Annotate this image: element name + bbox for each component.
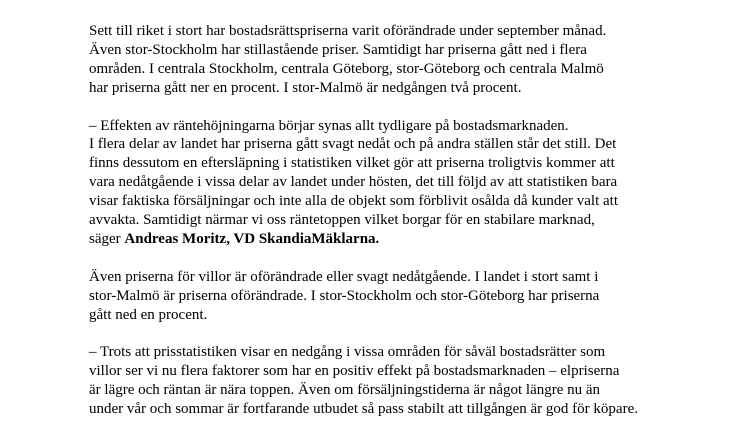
paragraph-2-quote bbox=[89, 117, 729, 249]
attribution-prefix: säger bbox=[89, 230, 125, 247]
speaker-name: Andreas Moritz, VD SkandiaMäklarna. bbox=[124, 230, 380, 247]
text-line: visar faktiska försäljningar och inte alla de objekt som förblivit osålda då kunder valt att bbox=[89, 193, 619, 210]
text-line: vara nedåtgående i vissa delar av landet under hösten, det till följd av att statistiken bara bbox=[89, 174, 618, 191]
text-line: Sett till riket i stort har bostadsrättspriserna varit oförändrade under september månad. bbox=[89, 23, 607, 39]
text-line: Även stor-Stockholm har stillastående priser. Samtidigt har priserna gått ned i flera bbox=[89, 41, 587, 58]
text-line: har priserna gått ner en procent. I stor-Malmö är nedgången två procent. bbox=[89, 79, 522, 96]
text-line: – Effekten av räntehöjningarna börjar synas allt tydligare på bostadsmarknaden. bbox=[89, 117, 569, 134]
text-line: under vår och sommar är fortfarande utbudet så pass stabilt att tillgången är god för köpare. bbox=[89, 401, 638, 418]
text-line: gått ned en procent. bbox=[89, 306, 208, 323]
text-line: finns dessutom en eftersläpning i statistiken vilket gör att priserna troligtvis kommer att bbox=[89, 155, 615, 172]
text-line: villor ser vi nu flera faktorer som har en positiv effekt på bostadsmarknaden – elpriserna bbox=[89, 363, 620, 380]
text-line: avvakta. Samtidigt närmar vi oss räntetoppen vilket borgar för en stabilare marknad, bbox=[89, 212, 595, 229]
text-line: Även priserna för villor är oförändrade eller svagt nedåtgående. I landet i stort samt i bbox=[89, 268, 599, 285]
text-line: I flera delar av landet har priserna gått svagt nedåt och på andra ställen står det still. Det bbox=[89, 136, 617, 153]
text-line: områden. I centrala Stockholm, centrala Göteborg, stor-Göteborg och centrala Malmö bbox=[89, 60, 604, 77]
text-line: – Trots att prisstatistiken visar en nedgång i vissa områden för såväl bostadsrätter som bbox=[89, 344, 606, 361]
text-line: är lägre och räntan är nära toppen. Även om försäljningstiderna är något längre nu än bbox=[89, 382, 601, 399]
text-line: stor-Malmö är priserna oförändrade. I stor-Stockholm och stor-Göteborg har priserna bbox=[89, 287, 600, 304]
paragraph-4-quote bbox=[89, 343, 729, 419]
paragraph-1 bbox=[89, 22, 729, 98]
text-line-attribution bbox=[89, 230, 729, 249]
paragraph-3 bbox=[89, 268, 729, 325]
document-page bbox=[89, 22, 729, 438]
